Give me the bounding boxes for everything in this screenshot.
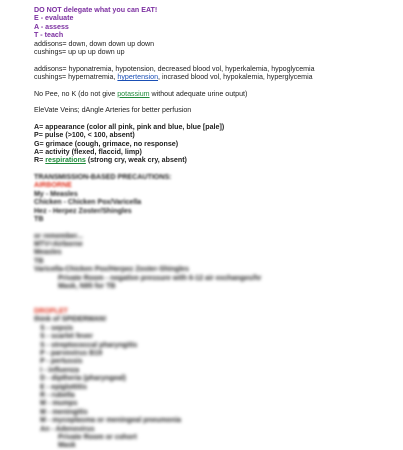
- apgar-r-post: (strong cry, weak cry, absent): [85, 156, 187, 165]
- droplet-m3: M - mycoplasma or meningeal pneumonia: [40, 416, 182, 425]
- droplet-heading: DROPLET: [34, 306, 68, 315]
- droplet-s3: S - streptococcal pharyngitis: [40, 340, 138, 349]
- no-pee-pre: No Pee, no K (do not give: [34, 89, 118, 98]
- apgar-p: P= pulse (>100, < 100, absent): [34, 131, 135, 140]
- apgar-r-pre: R=: [34, 156, 46, 165]
- header-e: E - evaluate: [34, 14, 74, 23]
- or-remember: or remember...: [34, 231, 83, 240]
- potassium-link[interactable]: potassium: [117, 89, 150, 98]
- mtv-tb: TB: [34, 256, 44, 265]
- hypertension-link[interactable]: hypertension: [117, 73, 159, 82]
- droplet-e: E - epiglottitis: [40, 382, 87, 391]
- droplet-s1: S - sepsis: [40, 323, 74, 332]
- airborne-private-room: Private Room - negative pressure with 6-12 air exchanges/hr: [58, 273, 262, 282]
- mtv-varicella: Varicella-Chicken Pox/Herpez Zoster-Shingles: [34, 265, 189, 274]
- mtv-measles: Measles: [34, 248, 62, 257]
- header-title: DO NOT delegate what you can EAT!: [34, 6, 158, 14]
- addisons-long: addisons= hyponatremia, hypotension, decreased blood vol, hyperkalemia, hypoglycemia: [34, 64, 315, 73]
- airborne-tb: TB: [34, 215, 44, 224]
- apgar-g: G= grimace (cough, grimace, no response): [34, 139, 179, 148]
- airborne-chicken: Chicken - Chicken Pox/Varicella: [34, 198, 142, 207]
- no-pee-post: without adequate urine output): [149, 89, 248, 98]
- mtv-airborne: MTV=Airborne: [34, 240, 83, 249]
- droplet-i: I - influenza: [40, 365, 80, 374]
- airborne-heading: AIRBORNE: [34, 181, 72, 190]
- droplet-spiderman: think of SPIDERMAN!: [34, 315, 107, 324]
- droplet-mask: Mask: [58, 441, 76, 450]
- droplet-p2: P - pertussis: [40, 357, 83, 366]
- cushings-short: cushings= up up up down up: [34, 48, 125, 57]
- cushings-long: [34, 73, 403, 81]
- droplet-an: An - Adenovirus: [40, 424, 95, 433]
- no-pee-line: [34, 90, 403, 98]
- droplet-d: D - diptheria (pharyngeal): [40, 374, 126, 383]
- apgar-a2: A= activity (flexed, flaccid, limp): [34, 148, 142, 157]
- droplet-s2: S - scarlet fever: [40, 332, 93, 341]
- airborne-mask: Mask, N95 for TB: [58, 282, 116, 291]
- airborne-hez: Hez - Herpez Zoster/Shingles: [34, 206, 132, 215]
- addisons-short: addisons= down, down down up down: [34, 39, 155, 48]
- respirations-link[interactable]: respirations: [45, 156, 86, 165]
- droplet-private-room: Private Room or cohort: [58, 432, 137, 441]
- apgar-a: A= appearance (color all pink, pink and blue, blue [pale]): [34, 122, 225, 131]
- droplet-m1: M - mumps: [40, 399, 78, 408]
- droplet-r: R - rubella: [40, 390, 75, 399]
- droplet-p1: P - parvovirus B19: [40, 348, 103, 357]
- elevate-line: EleVate Veins; dAngle Arteries for better perfusion: [34, 106, 192, 115]
- header-a: A - assess: [34, 22, 69, 31]
- cushings-long-post: , incrased blood vol, hypokalemia, hyperglycemia: [158, 73, 313, 82]
- airborne-my: My - Measles: [34, 189, 78, 198]
- droplet-m2: M - meningitis: [40, 407, 88, 416]
- cushings-long-pre: cushings= hypernatremia,: [34, 73, 118, 82]
- header-t: T - teach: [34, 31, 64, 40]
- apgar-r: [34, 156, 403, 164]
- precautions-title: TRANSMISSION-BASED PRECAUTIONS:: [34, 173, 172, 182]
